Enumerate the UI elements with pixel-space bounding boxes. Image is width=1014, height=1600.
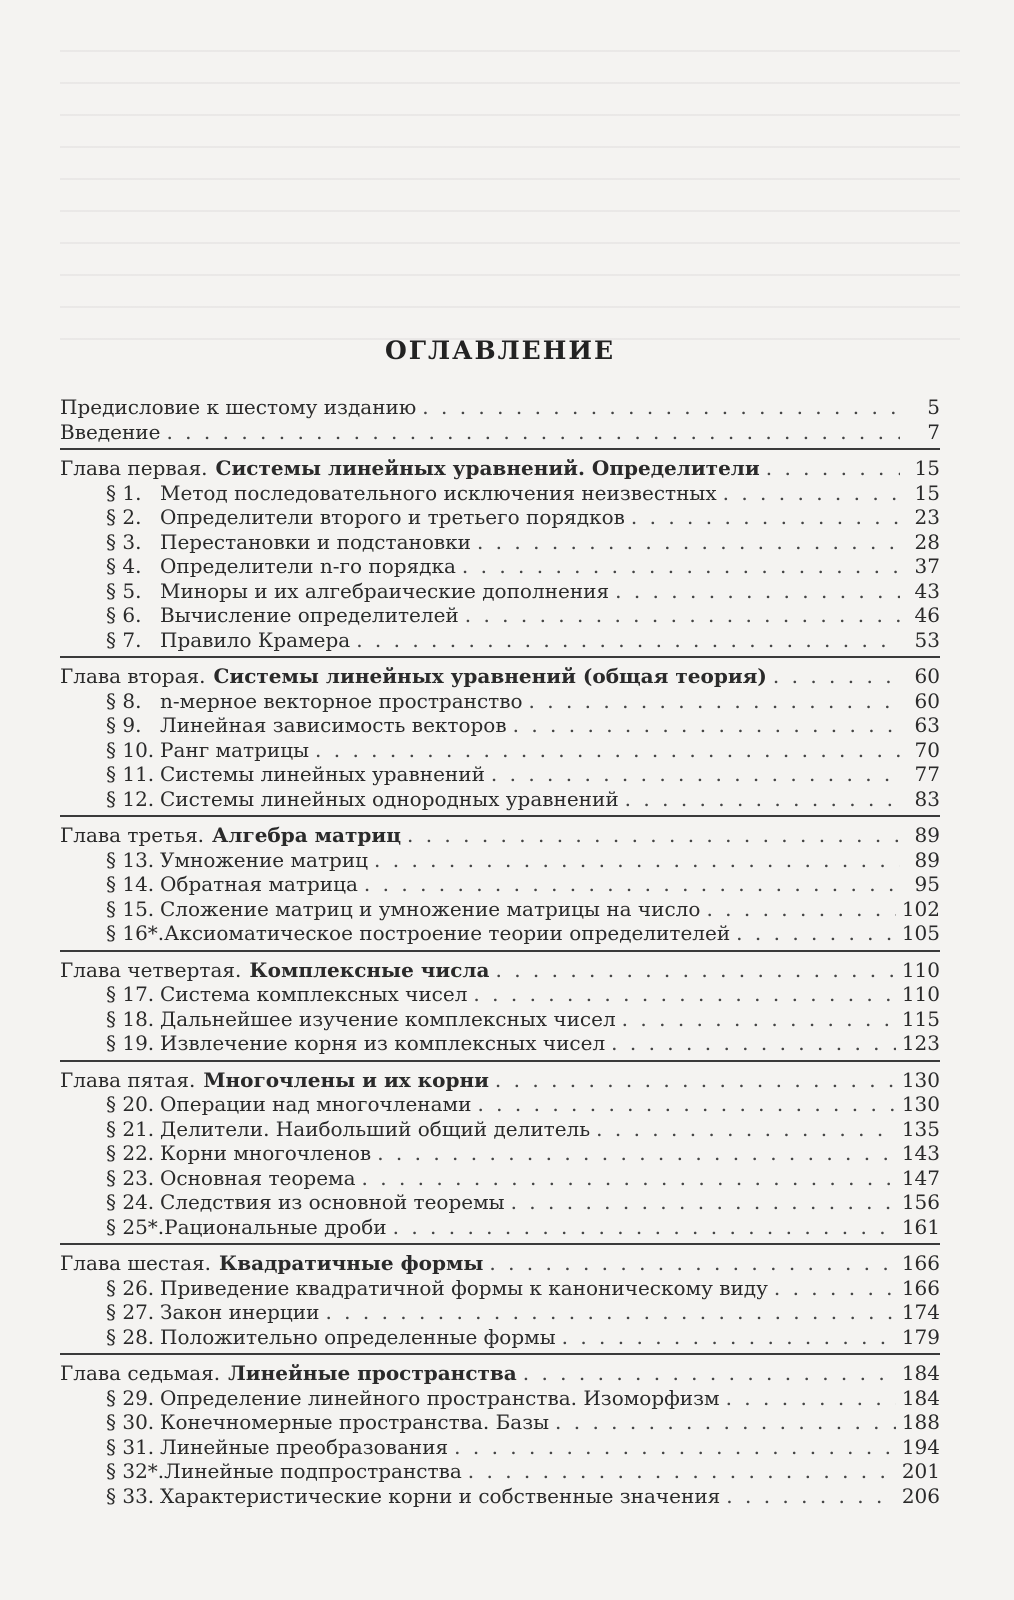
section-title: Приведение квадратичной формы к каноническому виду [160, 1275, 768, 1300]
section-number: § 26. [106, 1275, 155, 1300]
section-number: § 13. [106, 847, 155, 872]
dot-leader [422, 395, 900, 420]
dot-leader [774, 1276, 896, 1301]
section-entry [60, 1386, 940, 1411]
dot-leader [706, 897, 895, 922]
section-entry [60, 982, 940, 1007]
dot-leader [356, 628, 900, 653]
section-number: § 32*. [106, 1459, 165, 1483]
section-title: Характеристические корни и собственные значения [160, 1483, 721, 1508]
section-number: § 16*. [106, 921, 165, 945]
section-title: Закон инерции [160, 1300, 320, 1324]
section-title: Линейные подпространства [164, 1459, 462, 1483]
section-entry [60, 897, 940, 922]
section-entry [60, 603, 940, 628]
page-number: 46 [914, 603, 940, 627]
section-title: Вычисление определителей [160, 603, 459, 627]
page-number: 53 [914, 627, 940, 652]
chapter-prefix: Глава четвертая. [60, 957, 242, 982]
section-title: Сложение матриц и умножение матрицы на число [160, 896, 701, 921]
section-number: § 12. [106, 786, 155, 811]
chapter-title: Квадратичные формы [219, 1251, 484, 1275]
front-matter-entry [60, 420, 940, 445]
section-number: § 18. [106, 1006, 155, 1031]
chapter-rule [60, 1353, 940, 1355]
page-title: ОГЛАВЛЕНИЕ [384, 336, 616, 365]
dot-leader [495, 958, 895, 983]
dot-leader [374, 848, 900, 873]
section-entry [60, 1325, 940, 1350]
page-number: 102 [901, 896, 940, 921]
page-number: 60 [914, 664, 940, 688]
section-title: Аксиоматическое построение теории определителей [164, 921, 731, 945]
chapter-title: Алгебра матриц [212, 823, 401, 847]
section-title: Перестановки и подстановки [160, 529, 471, 554]
dot-leader [766, 456, 900, 481]
chapter-prefix: Глава седьмая. [60, 1361, 221, 1385]
chapter-prefix: Глава первая. [60, 456, 208, 480]
page-number: 206 [901, 1483, 940, 1508]
section-entry [60, 1435, 940, 1460]
section-entry [60, 921, 940, 946]
section-title: n-мерное векторное пространство [160, 688, 523, 713]
section-title: Извлечение корня из комплексных чисел [160, 1031, 606, 1055]
chapter-rule [60, 448, 940, 450]
section-number: § 23. [106, 1165, 155, 1190]
section-number: § 22. [106, 1141, 155, 1165]
chapter-prefix: Глава третья. [60, 823, 205, 847]
section-entry [60, 554, 940, 579]
section-number: § 21. [106, 1116, 155, 1141]
toc-body [60, 395, 940, 1508]
section-entry [60, 713, 940, 738]
dot-leader [726, 1386, 896, 1411]
page-number: 147 [901, 1165, 940, 1190]
dot-leader [468, 1459, 896, 1484]
section-number: § 9. [106, 713, 142, 737]
section-title: Основная теорема [160, 1165, 356, 1190]
section-entry [60, 1300, 940, 1325]
section-entry [60, 1166, 940, 1191]
dot-leader [454, 1435, 896, 1460]
page-number: 161 [901, 1214, 940, 1239]
dot-leader [364, 872, 900, 897]
page-number: 60 [914, 688, 940, 713]
section-entry [60, 1484, 940, 1509]
section-number: § 30. [106, 1410, 155, 1434]
section-title: Миноры и их алгебраические дополнения [160, 578, 610, 603]
page-number: 89 [914, 823, 940, 847]
section-title: Правило Крамера [160, 627, 351, 652]
section-title: Следствия из основной теоремы [160, 1190, 505, 1214]
chapter-entry [60, 664, 940, 689]
page-number: 123 [901, 1031, 940, 1055]
page-number: 194 [901, 1434, 940, 1459]
page-number: 7 [927, 419, 940, 444]
dot-leader [325, 1300, 895, 1325]
section-entry [60, 689, 940, 714]
section-number: § 6. [106, 603, 142, 627]
section-title: Определители n-го порядка [160, 554, 456, 578]
chapter-rule [60, 950, 940, 952]
page-number: 156 [901, 1190, 940, 1214]
section-number: § 4. [106, 554, 142, 578]
section-number: § 7. [106, 627, 142, 652]
chapter-rule [60, 656, 940, 658]
chapter-title: Комплексные числа [249, 957, 490, 982]
section-entry [60, 848, 940, 873]
page-number: 77 [914, 762, 940, 786]
dot-leader [491, 762, 900, 787]
chapter-rule [60, 815, 940, 817]
page-number: 184 [901, 1385, 940, 1410]
page-number: 130 [901, 1092, 940, 1116]
section-number: § 11. [106, 762, 155, 786]
section-title: Система комплексных чисел [160, 982, 468, 1006]
section-title: Дальнейшее изучение комплексных чисел [160, 1006, 616, 1031]
entry-label: Предисловие к шестому изданию [60, 395, 417, 419]
dot-leader [625, 787, 900, 812]
page-number: 184 [901, 1361, 940, 1385]
section-number: § 31. [106, 1434, 155, 1459]
section-number: § 29. [106, 1385, 155, 1410]
page-number: 135 [901, 1116, 940, 1141]
page-number: 15 [914, 456, 940, 480]
page-number: 201 [901, 1459, 940, 1483]
section-entry [60, 1007, 940, 1032]
section-title: Конечномерные пространства. Базы [160, 1410, 550, 1434]
section-title: Определение линейного пространства. Изоморфизм [160, 1385, 720, 1410]
page-number: 70 [914, 737, 940, 762]
entry-label: Введение [60, 419, 161, 444]
section-entry [60, 872, 940, 897]
front-matter-entry [60, 395, 940, 420]
page-number: 83 [914, 786, 940, 811]
chapter-title: Системы линейных уравнений (общая теория) [213, 664, 767, 688]
dot-leader [489, 1251, 895, 1276]
section-number: § 25*. [106, 1214, 165, 1239]
section-entry [60, 1141, 940, 1166]
dot-leader [555, 1410, 896, 1435]
section-number: § 3. [106, 529, 142, 554]
section-title: Обратная матрица [160, 872, 358, 896]
section-entry [60, 762, 940, 787]
dot-leader [723, 481, 900, 506]
page-number: 115 [901, 1006, 940, 1031]
page-number: 63 [914, 713, 940, 737]
section-title: Ранг матрицы [160, 737, 310, 762]
page-number: 130 [901, 1067, 940, 1092]
section-entry [60, 1459, 940, 1484]
section-entry [60, 1410, 940, 1435]
page-number: 179 [901, 1324, 940, 1349]
section-number: § 27. [106, 1300, 155, 1324]
dot-leader [377, 1141, 896, 1166]
page-number: 188 [901, 1410, 940, 1434]
dot-leader [631, 505, 900, 530]
section-title: Рациональные дроби [164, 1214, 387, 1239]
dot-leader [529, 689, 900, 714]
dot-leader [495, 1068, 896, 1093]
page-number: 23 [914, 505, 940, 529]
section-number: § 14. [106, 872, 155, 896]
dot-leader [362, 1166, 896, 1191]
page-number: 105 [901, 921, 940, 945]
page-number: 95 [914, 872, 940, 896]
section-entry [60, 738, 940, 763]
section-title: Умножение матриц [160, 847, 369, 872]
page-number: 5 [927, 395, 940, 419]
chapter-title: Линейные пространства [228, 1361, 517, 1385]
section-title: Делители. Наибольший общий делитель [160, 1116, 591, 1141]
dot-leader [462, 554, 900, 579]
section-number: § 17. [106, 982, 155, 1006]
page-number: 37 [914, 554, 940, 578]
section-number: § 19. [106, 1031, 155, 1055]
chapter-title: Системы линейных уравнений. Определители [215, 456, 760, 480]
bleed-through-text [60, 20, 960, 360]
chapter-entry [60, 823, 940, 848]
section-number: § 20. [106, 1092, 155, 1116]
section-entry [60, 1117, 940, 1142]
section-number: § 15. [106, 896, 155, 921]
page-number: 143 [901, 1141, 940, 1165]
dot-leader [523, 1361, 896, 1386]
dot-leader [773, 664, 900, 689]
chapter-entry [60, 456, 940, 481]
section-entry [60, 1276, 940, 1301]
section-number: § 24. [106, 1190, 155, 1214]
dot-leader [393, 1215, 896, 1240]
dot-leader [622, 1007, 896, 1032]
dot-leader [611, 1031, 896, 1056]
section-entry [60, 1215, 940, 1240]
section-number: § 5. [106, 578, 142, 603]
chapter-entry [60, 958, 940, 983]
section-entry [60, 1092, 940, 1117]
chapter-rule [60, 1243, 940, 1245]
page-number: 28 [914, 529, 940, 554]
section-title: Линейные преобразования [160, 1434, 449, 1459]
section-entry [60, 481, 940, 506]
section-title: Положительно определенные формы [160, 1324, 556, 1349]
section-entry [60, 1190, 940, 1215]
page-number: 166 [901, 1251, 940, 1275]
section-entry [60, 628, 940, 653]
dot-leader [726, 1484, 896, 1509]
chapter-prefix: Глава шестая. [60, 1251, 212, 1275]
page-number: 15 [914, 480, 940, 505]
section-title: Операции над многочленами [160, 1092, 472, 1116]
dot-leader [473, 982, 895, 1007]
chapter-entry [60, 1251, 940, 1276]
page-number: 89 [914, 847, 940, 872]
chapter-entry [60, 1068, 940, 1093]
chapter-prefix: Глава вторая. [60, 664, 206, 688]
section-entry [60, 1031, 940, 1056]
chapter-rule [60, 1060, 940, 1062]
section-number: § 2. [106, 505, 142, 529]
section-entry [60, 787, 940, 812]
section-title: Метод последовательного исключения неизвестных [160, 480, 717, 505]
section-title: Корни многочленов [160, 1141, 372, 1165]
chapter-prefix: Глава пятая. [60, 1067, 196, 1092]
dot-leader [596, 1117, 896, 1142]
section-title: Определители второго и третьего порядков [160, 505, 625, 529]
page-number: 43 [914, 578, 940, 603]
dot-leader [511, 1190, 896, 1215]
dot-leader [477, 530, 900, 555]
dot-leader [615, 579, 900, 604]
section-title: Системы линейных однородных уравнений [160, 786, 619, 811]
section-entry [60, 579, 940, 604]
dot-leader [315, 738, 900, 763]
section-entry [60, 505, 940, 530]
section-title: Системы линейных уравнений [160, 762, 485, 786]
table-of-contents [60, 336, 940, 1508]
section-number: § 1. [106, 480, 142, 505]
dot-leader [407, 823, 900, 848]
dot-leader [166, 420, 900, 445]
section-number: § 33. [106, 1483, 155, 1508]
section-number: § 28. [106, 1324, 155, 1349]
section-title: Линейная зависимость векторов [160, 713, 507, 737]
section-entry [60, 530, 940, 555]
dot-leader [736, 921, 896, 946]
section-number: § 8. [106, 688, 142, 713]
dot-leader [513, 713, 900, 738]
page-number: 110 [901, 982, 940, 1006]
page-number: 110 [901, 957, 940, 982]
dot-leader [477, 1092, 895, 1117]
section-number: § 10. [106, 737, 155, 762]
dot-leader [562, 1325, 896, 1350]
page-number: 166 [901, 1275, 940, 1300]
dot-leader [465, 603, 900, 628]
page-number: 174 [901, 1300, 940, 1324]
chapter-entry [60, 1361, 940, 1386]
chapter-title: Многочлены и их корни [203, 1067, 489, 1092]
